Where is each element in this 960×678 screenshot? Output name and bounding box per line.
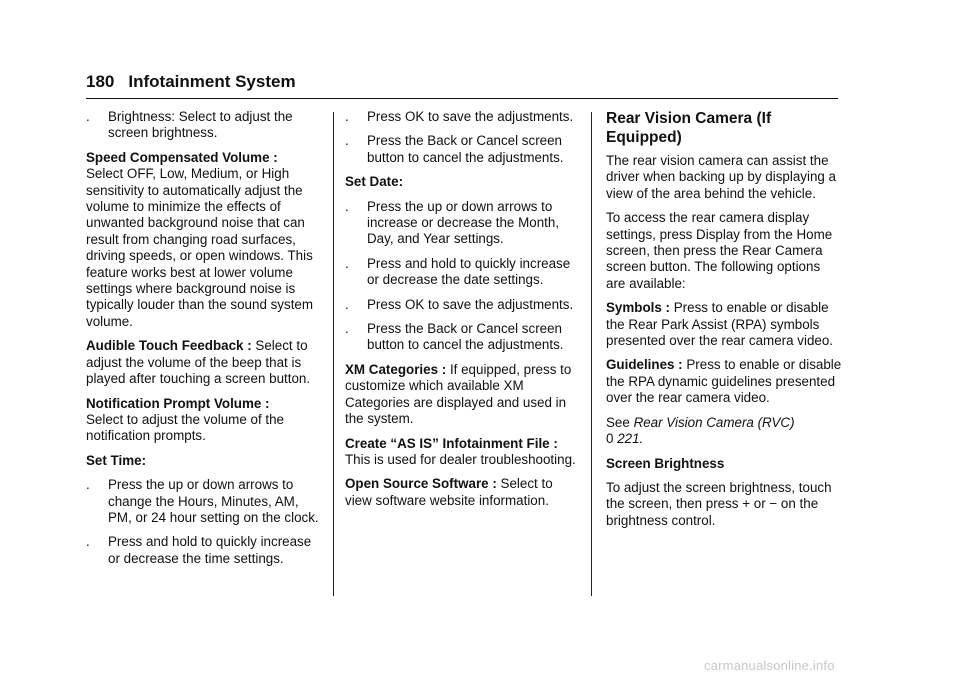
term-label: Symbols : (606, 300, 670, 316)
term-label: Notification Prompt Volume : (86, 395, 270, 411)
column-3 (606, 109, 842, 537)
bullet-item (86, 534, 326, 567)
term-text: Select to view software website information. (345, 476, 553, 508)
set-date-bullet-4: Press the Back or Cancel screen button to cancel the adjustments. (367, 321, 564, 353)
bullet-item (345, 321, 583, 354)
set-date-bullet-2: Press and hold to quickly increase or decrease the date settings. (367, 255, 571, 288)
see-period: . (639, 431, 644, 447)
bullet-item (345, 133, 583, 166)
bullet-item (345, 109, 583, 125)
bullet-glyph: . (345, 133, 349, 149)
column-divider-2 (591, 112, 592, 596)
set-time-bullet-1: Press the up or down arrows to change the Hours, Minutes, AM, PM, or 24 hour setting on the clock. (108, 477, 319, 525)
term-text: Select OFF, Low, Medium, or High sensitivity to automatically adjust the volume to minimize the effects of unwanted background noise that can result from changing road surfaces, driving speeds, or open windows. This feature works best at lower volume settings where background noise is typically louder than the sound system volume. (86, 166, 314, 329)
bullet-item (86, 477, 326, 526)
open-source-software (345, 476, 583, 509)
rvc-intro: The rear vision camera can assist the driver when backing up by displaying a view of the area behind the vehicle. (606, 153, 837, 201)
set-time-bullet-2: Press and hold to quickly increase or decrease the time settings. (108, 534, 312, 566)
bullet-glyph: . (86, 477, 90, 493)
bullet-item (86, 109, 326, 142)
see-reference-link[interactable]: Rear Vision Camera (RVC) (633, 414, 795, 430)
term-label: Create “AS IS” Infotainment File : (345, 435, 558, 451)
bullet-item (345, 199, 583, 248)
brightness-bullet: Brightness: Select to adjust the screen brightness. (108, 109, 293, 141)
audible-touch-feedback (86, 338, 326, 387)
bullet-glyph: . (345, 321, 349, 337)
bullet-item (345, 297, 583, 313)
term-text: Select to adjust the volume of the beep that is played after touching a screen button. (86, 338, 311, 387)
term-text: If equipped, press to customize which available XM Categories are displayed and used in the system. (345, 361, 572, 427)
notification-prompt-volume (86, 396, 326, 445)
bullet-glyph: . (345, 296, 349, 312)
column-1 (86, 109, 326, 575)
section-title: Infotainment System (128, 72, 296, 91)
bullet-glyph: . (86, 534, 90, 550)
bullet-item (345, 256, 583, 289)
set-date-bullet-3: Press OK to save the adjustments. (367, 296, 574, 312)
set-date-heading: Set Date: (345, 174, 404, 190)
symbols-option (606, 300, 842, 349)
see-reference (606, 415, 842, 448)
column-divider-1 (333, 112, 334, 596)
term-text: Press to enable or disable the Rear Park Assist (RPA) symbols presented over the rear camera video. (606, 300, 834, 349)
term-label: Speed Compensated Volume : (86, 149, 278, 165)
page-ref-icon: 0 (606, 431, 614, 447)
speed-compensated-volume (86, 150, 326, 330)
term-text: Press to enable or disable the RPA dynamic guidelines presented over the rear camera video. (606, 357, 842, 406)
bullet-glyph: . (86, 109, 90, 124)
guidelines-option (606, 357, 842, 406)
save-bullet: Press OK to save the adjustments. (367, 109, 574, 124)
set-time-heading: Set Time: (86, 452, 147, 468)
screen-brightness-text: To adjust the screen brightness, touch the screen, then press + or − on the brightness control. (606, 479, 832, 528)
term-text: Select to adjust the volume of the notification prompts. (86, 411, 285, 444)
term-label: Open Source Software : (345, 476, 497, 492)
set-date-bullet-1: Press the up or down arrows to increase or decrease the Month, Day, and Year settings. (367, 198, 560, 247)
create-as-is-file (345, 436, 583, 469)
see-page-number[interactable]: 221 (617, 431, 640, 447)
screen-brightness-heading: Screen Brightness (606, 455, 725, 471)
term-text: This is used for dealer troubleshooting. (345, 451, 576, 467)
rear-vision-camera-heading: Rear Vision Camera (If Equipped) (606, 110, 772, 146)
term-label: XM Categories : (345, 361, 447, 377)
term-label: Guidelines : (606, 357, 683, 373)
page-number: 180 (86, 72, 115, 91)
rvc-access: To access the rear camera display settings, press Display from the Home screen, then press the Rear Camera screen button. The following options are available: (606, 210, 833, 291)
bullet-glyph: . (345, 198, 349, 214)
cancel-bullet: Press the Back or Cancel screen button to cancel the adjustments. (367, 133, 564, 165)
xm-categories (345, 362, 583, 428)
watermark: carmanualsonline.info (704, 658, 835, 673)
see-prefix: See (606, 414, 630, 430)
term-label: Audible Touch Feedback : (86, 338, 252, 354)
bullet-glyph: . (345, 109, 349, 124)
column-2 (345, 109, 583, 517)
bullet-glyph: . (345, 255, 349, 271)
header-rule (86, 98, 838, 99)
